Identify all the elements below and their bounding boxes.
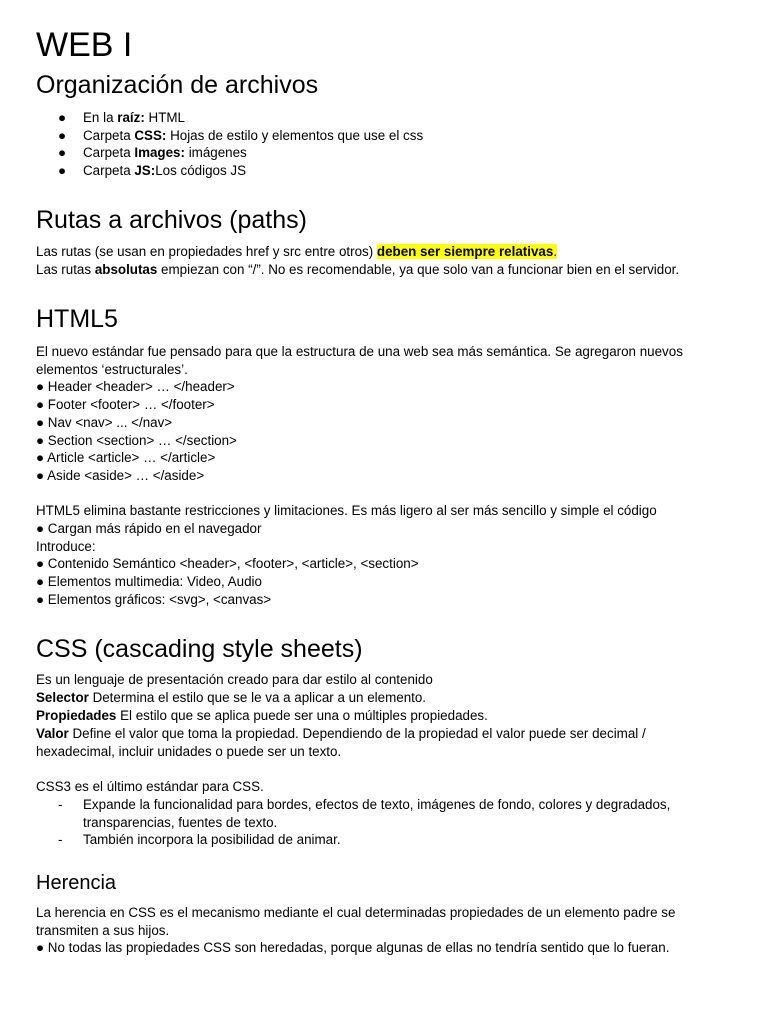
paragraph: CSS3 es el último estándar para CSS. (36, 779, 264, 794)
paragraph: La herencia en CSS es el mecanismo mediante el cual determinadas propiedades de un elemento padre se (36, 905, 676, 920)
paragraph: HTML5 elimina bastante restricciones y limitaciones. Es más ligero al ser más sencillo y simple el código (36, 503, 657, 518)
list-item: ● Carpeta JS:Los códigos JS (58, 163, 247, 178)
bullet: ● (58, 163, 67, 178)
paragraph: Introduce: (36, 539, 96, 554)
bullet: ● (58, 110, 67, 125)
paragraph: Es un lenguaje de presentación creado para dar estilo al contenido (36, 672, 433, 687)
paragraph: Las rutas (se usan en propiedades href y src entre otros) deben ser siempre relativas. (36, 244, 558, 259)
list-item: ● Nav <nav> ... </nav> (36, 415, 173, 430)
heading-herencia: Herencia (36, 872, 117, 894)
paragraph: Selector Determina el estilo que se le va a aplicar a un elemento. (36, 690, 427, 705)
list-item: ● Elementos multimedia: Video, Audio (36, 574, 262, 589)
list-item: ● Cargan más rápido en el navegador (36, 521, 262, 536)
paragraph: El nuevo estándar fue pensado para que la estructura de una web sea más semántica. Se agregaron nuevos (36, 344, 683, 359)
bullet: ● (58, 145, 67, 160)
paragraph: Valor Define el valor que toma la propiedad. Dependiendo de la propiedad el valor puede ser decimal / (36, 726, 646, 741)
heading-css: CSS (cascading style sheets) (36, 635, 363, 663)
list-item: ● Section <section> … </section> (36, 433, 237, 448)
bullet: ● (58, 128, 67, 143)
list-item: ● Article <article> … </article> (36, 450, 216, 465)
document-title: WEB I (36, 26, 133, 64)
heading-rutas: Rutas a archivos (paths) (36, 206, 307, 234)
list-item: ● Carpeta CSS: Hojas de estilo y elementos que use el css (58, 128, 424, 143)
heading-organizacion: Organización de archivos (36, 71, 319, 99)
list-item: ● Contenido Semántico <header>, <footer>, <article>, <section> (36, 556, 419, 571)
list-item: ● Header <header> … </header> (36, 379, 235, 394)
document-page: WEB I Organización de archivos ● En la raíz: HTML ● Carpeta CSS: Hojas de estilo y elementos que use el css ● Carpeta Images: imágenes ● Carpeta JS:Los códigos JS Rutas a archivos (paths) Las rutas (se usan en propiedades href y src entre otros) deben ser siempre relativas. Las rutas absolutas empiezan con “/”. No es recomendable, ya que solo van a funcionar bien en el servidor. HTML5 El nuevo estándar fue pensado para que la estructura de una web sea más semántica. Se agregaron nuevos elementos ‘estructurales’. ● Header <header> … </header> ● Footer <footer> … </footer> ● Nav <nav> ... </nav> ● Section <section> … </section> ● Article <article> … </article> ● Aside <aside> … </aside> HTML5 elimina bastante restricciones y limitaciones. Es más ligero al ser más sencillo y simple el código ● Cargan más rápido en el navegador Introduce: ● Contenido Semántico <header>, <footer>, <article>, <section> ● Elementos multimedia: Video, Audio ● Elementos gráficos: <svg>, <canvas> CSS (cascading style sheets) Es un lenguaje de presentación creado para dar estilo al contenido Selector Determina el estilo que se le va a aplicar a un elemento. Propiedades El estilo que se aplica puede ser una o múltiples propiedades. Valor Define el valor que toma la propiedad. Dependiendo de la propiedad el valor puede ser decimal / hexadecimal, incluir unidades o puede ser un texto. CSS3 es el último estándar para CSS. - Expande la funcionalidad para bordes, efectos de texto, imágenes de fondo, colores y degradados, transparencias, fuentes de texto. - También incorpora la posibilidad de animar. Herencia La herencia en CSS es el mecanismo mediante el cual determinadas propiedades de un elemento padre se transmiten a sus hijos. ● No todas las propiedades CSS son heredadas, porque algunas de ellas no tendría sentido que lo fueran. (36, 26, 683, 955)
highlighted-text: deben ser siempre relativas (376, 244, 554, 259)
paragraph: Las rutas absolutas empiezan con “/”. No es recomendable, ya que solo van a funcionar bien en el servidor. (36, 262, 680, 277)
list-item: ● Footer <footer> … </footer> (36, 397, 215, 412)
list-item: ● Aside <aside> … </aside> (36, 468, 205, 483)
list-item: ● No todas las propiedades CSS son heredadas, porque algunas de ellas no tendría sentido que lo fueran. (36, 940, 670, 955)
paragraph: Propiedades El estilo que se aplica puede ser una o múltiples propiedades. (36, 708, 488, 723)
heading-html5: HTML5 (36, 305, 118, 333)
dash-bullet: - (58, 797, 63, 812)
list-item: ● Elementos gráficos: <svg>, <canvas> (36, 592, 272, 607)
paragraph: hexadecimal, incluir unidades o puede ser un texto. (36, 744, 342, 759)
paragraph: elementos ‘estructurales’. (36, 362, 188, 377)
list-item: ● Carpeta Images: imágenes (58, 145, 247, 160)
dash-bullet: - (58, 832, 63, 847)
paragraph: transmiten a sus hijos. (36, 923, 170, 938)
list-item: ● En la raíz: HTML (58, 110, 185, 125)
